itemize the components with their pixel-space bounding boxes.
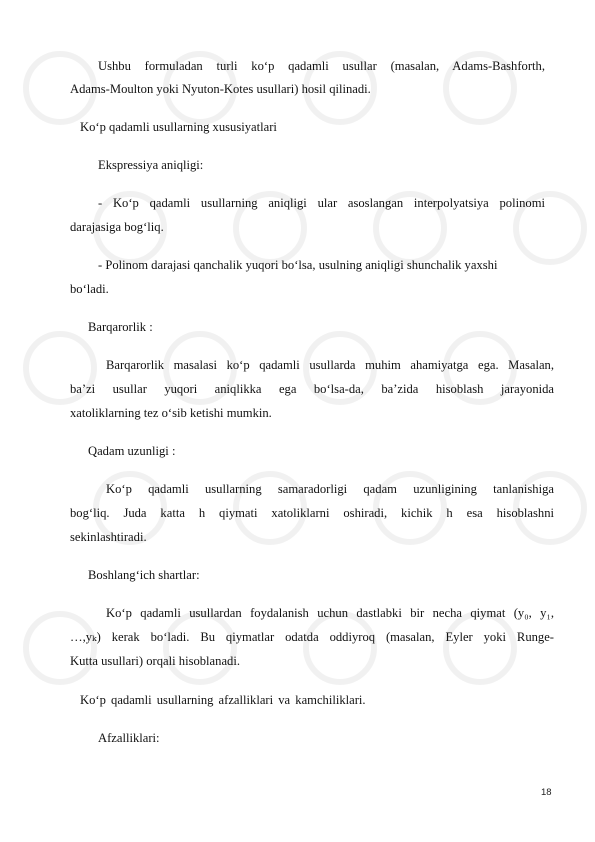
text-line: bo‘ladi. [70, 282, 109, 296]
subheading: Ekspressiya aniqligi: [98, 158, 204, 172]
text-line: Kutta usullari) orqali hisoblanadi. [70, 654, 240, 668]
text-line: Ko‘p qadamli usullardan foydalanish uchun dastlabki bir necha qiymat (y₀, y₁, [106, 606, 554, 620]
text-line: ba’zi usullar yuqori aniqlikka ega bo‘lsa-da, ba’zida hisoblash jarayonida [70, 382, 554, 396]
text-line: Adams-Moulton yoki Nyuton-Kotes usullari) hosil qilinadi. [70, 82, 371, 96]
text-line: - Ko‘p qadamli usullarning aniqligi ular asoslangan interpolyatsiya polinomi [98, 196, 545, 210]
text-line: - Polinom darajasi qanchalik yuqori bo‘lsa, usulning aniqligi shunchalik yaxshi [98, 258, 498, 272]
section-heading: Ko‘p qadamli usullarning xususiyatlari [80, 120, 277, 134]
text-line: Barqarorlik masalasi ko‘p qadamli usullarda muhim ahamiyatga ega. Masalan, [106, 358, 554, 372]
subheading: Barqarorlik : [88, 320, 153, 334]
text-line: …,yₖ) kerak bo‘ladi. Bu qiymatlar odatda oddiyroq (masalan, Eyler yoki Runge- [70, 630, 554, 644]
text-line: sekinlashtiradi. [70, 530, 147, 544]
page-number: 18 [541, 787, 552, 798]
text-line: darajasiga bog‘liq. [70, 220, 164, 234]
text-line: xatoliklarning tez o‘sib ketishi mumkin. [70, 406, 272, 420]
subheading: Boshlang‘ich shartlar: [88, 568, 200, 582]
text-line: bog‘liq. Juda katta h qiymati xatoliklarni oshiradi, kichik h esa hisoblashni [70, 506, 554, 520]
text-line: Ushbu formuladan turli ko‘p qadamli usullar (masalan, Adams-Bashforth, [98, 59, 545, 73]
text-line: Ko‘p qadamli usullarning samaradorligi qadam uzunligining tanlanishiga [106, 482, 554, 496]
section-heading: Ko‘p qadamli usullarning afzalliklari va kamchiliklari. [80, 693, 366, 707]
subheading: Afzalliklari: [98, 731, 160, 745]
subheading: Qadam uzunligi : [88, 444, 176, 458]
